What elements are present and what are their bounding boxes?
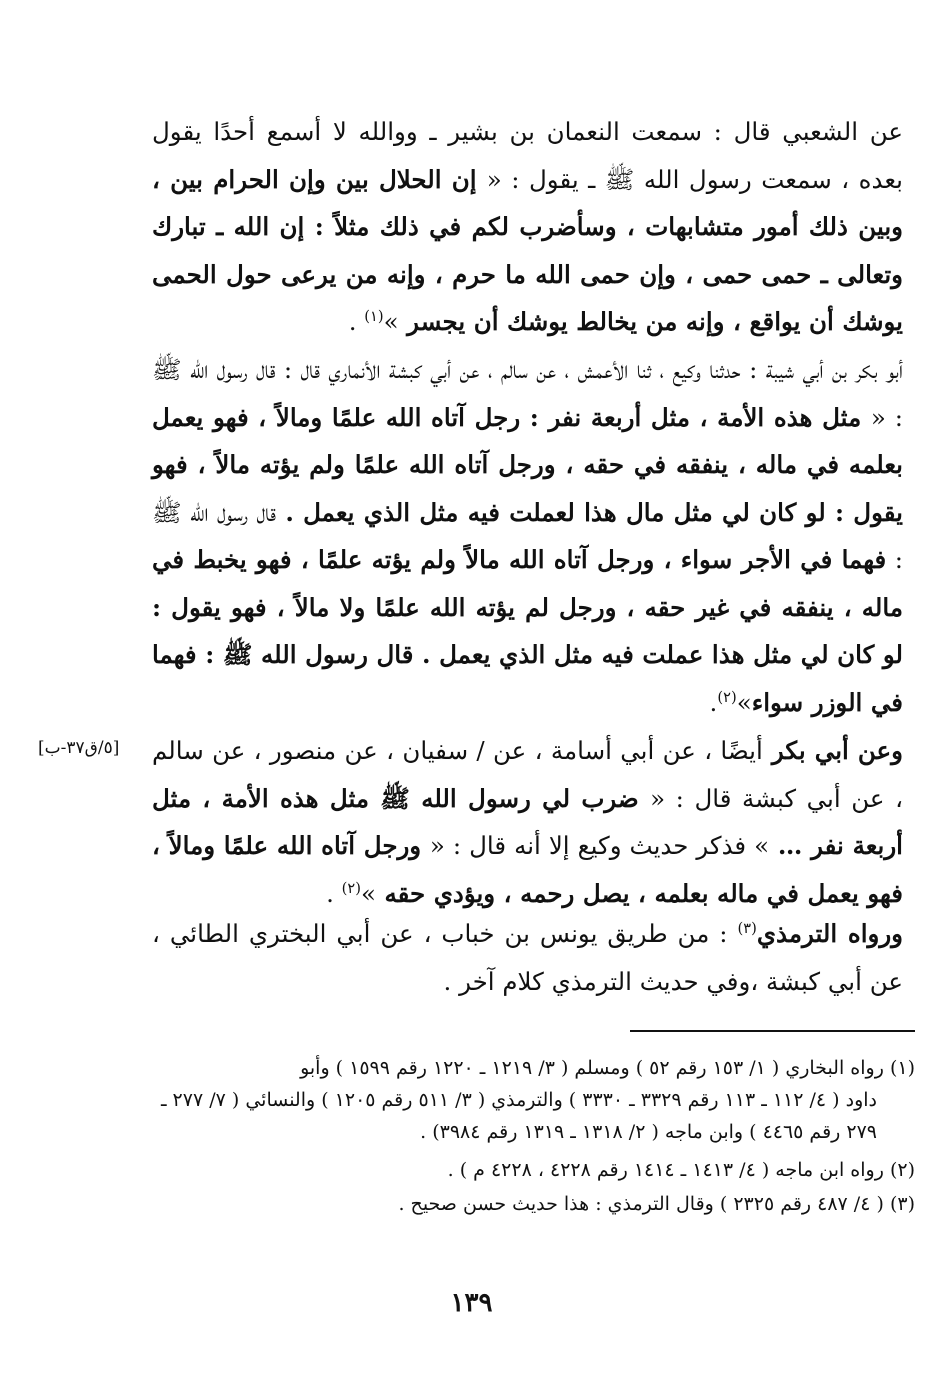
- paragraph-4: [152, 910, 903, 1005]
- hadith-text-3b: ورجل آتاه الله علمًا ومالاً ، فهو يعمل في ماله بعلمه ، يصل رحمه ، ويؤدي حقه: [152, 831, 903, 908]
- footnote-ref-1: (١): [364, 307, 384, 325]
- paragraph-2-isnad: أبو بكر بن أبي شيبة : حدثنا وكيع ، ثنا الأعمش ، عن سالم ، عن أبي كبشة الأنماري قال : قال رسول الله ﷺ : «: [152, 355, 903, 432]
- closing-quote: »: [736, 687, 752, 717]
- footnote-text: رواه البخاري ( ١/ ١٥٣ رقم ٥٢ ) ومسلم ( ٣/ ١٢١٩ ـ ١٢٢٠ رقم ١٥٩٩ ) وأبو: [300, 1057, 884, 1079]
- paragraph-1-text: عن الشعبي قال : سمعت النعمان بن بشير ـ ووالله لا أسمع أحدًا يقول بعده ، سمعت رسول الله ﷺ ـ يقول : «: [152, 117, 903, 194]
- paragraph-2: [152, 346, 903, 726]
- paragraph-3-opening: وعن أبي بكر: [762, 736, 904, 765]
- paragraph-3-narration: » فذكر حديث وكيع إلا أنه قال : «: [429, 831, 770, 860]
- footnote-ref-3: (٣): [737, 919, 757, 937]
- footnote-text: رواه ابن ماجه ( ٤/ ١٤١٣ ـ ١٤١٤ رقم ٤٢٢٨ ، ٤٢٢٨ م ) .: [447, 1159, 884, 1181]
- footnote-number: (٢): [889, 1159, 915, 1181]
- footnote-ref-2b: (٢): [341, 879, 361, 897]
- footnote-text: ( ٤/ ٤٨٧ رقم ٢٣٢٥ ) وقال الترمذي : هذا حديث حسن صحيح .: [398, 1193, 884, 1215]
- paragraph-4-text: : من طريق يونس بن خباب ، عن أبي البختري الطائي ، عن أبي كبشة ،وفي حديث الترمذي كلام آخر .: [152, 919, 903, 996]
- manuscript-folio-marker: [٥/ق٣٧-ب]: [38, 738, 120, 758]
- period: .: [326, 878, 342, 908]
- closing-quote: »: [383, 307, 399, 336]
- footnote-number: (١): [889, 1057, 915, 1079]
- footnote-separator: [630, 1030, 915, 1032]
- paragraph-4-opening: ورواه الترمذي: [756, 919, 903, 948]
- period: .: [709, 687, 718, 717]
- footnote-2: [150, 1154, 915, 1186]
- paragraph-1: [152, 108, 903, 346]
- footnote-ref-2: (٢): [717, 688, 737, 706]
- hadith-text-2a: مثل هذه الأمة ، مثل أربعة نفر : رجل آتاه الله علمًا ومالاً ، فهو يعمل بعلمه في ماله ، ينفقه في حقه ، ورجل آتاه الله علمًا ولم يؤته مالاً ، فهو يقول : لو كان لي مثل مال هذا لعملت فيه مثل الذي يعمل .: [152, 402, 903, 527]
- paragraph-3: [152, 727, 903, 917]
- footnotes: [150, 1052, 915, 1220]
- paragraph-3-isnad: أيضًا ، عن أبي أسامة ، عن / سفيان ، عن منصور ، عن سالم ، عن أبي كبشة قال : «: [152, 736, 903, 813]
- footnote-3: [150, 1188, 915, 1220]
- footnote-continuation: داود ( ٤/ ١١٢ ـ ١١٣ رقم ٣٣٢٩ ـ ٣٣٣٠ ) والترمذي ( ٣/ ٥١١ رقم ١٢٠٥ ) والنسائي ( ٧/ ٢٧٧ ـ ٢٧٩ رقم ٤٤٦٥ ) وابن ماجه ( ٢/ ١٣١٨ ـ ١٣١٩ رقم ٣٩٨٤) .: [160, 1089, 877, 1143]
- closing-quote: »: [361, 878, 376, 908]
- period: .: [348, 307, 365, 336]
- footnote-1: [150, 1052, 915, 1148]
- hadith-text-2b: فهما في الأجر سواء ، ورجل آتاه الله مالاً ولم يؤته علمًا ، فهو يخبط في ماله ، ينفقه في غير حقه ، ورجل لم يؤته الله علمًا ولا مالاً ، فهو يقول : لو كان لي مثل هذا عملت فيه مثل الذي يعمل . قال رسول الله ﷺ : فهما في الوزر سواء: [152, 545, 903, 717]
- footnote-number: (٣): [889, 1193, 915, 1215]
- page-number: ١٣٩: [450, 1288, 493, 1318]
- paragraph-2-narration: قال رسول الله ﷺ :: [152, 497, 904, 574]
- hadith-text-1: إن الحلال بين وإن الحرام بين ، وبين ذلك أمور متشابهات ، وسأضرب لكم في ذلك مثلاً : إن الله ـ تبارك وتعالى ـ حمى حمى ، وإن حمى الله ما حرم ، وإنه من يرعى حول الحمى يوشك أن يواقع ، وإنه من يخالط يوشك أن يجسر: [152, 164, 903, 336]
- hadith-text-3a: ضرب لي رسول الله ﷺ مثل هذه الأمة ، مثل أربعة نفر …: [152, 783, 903, 860]
